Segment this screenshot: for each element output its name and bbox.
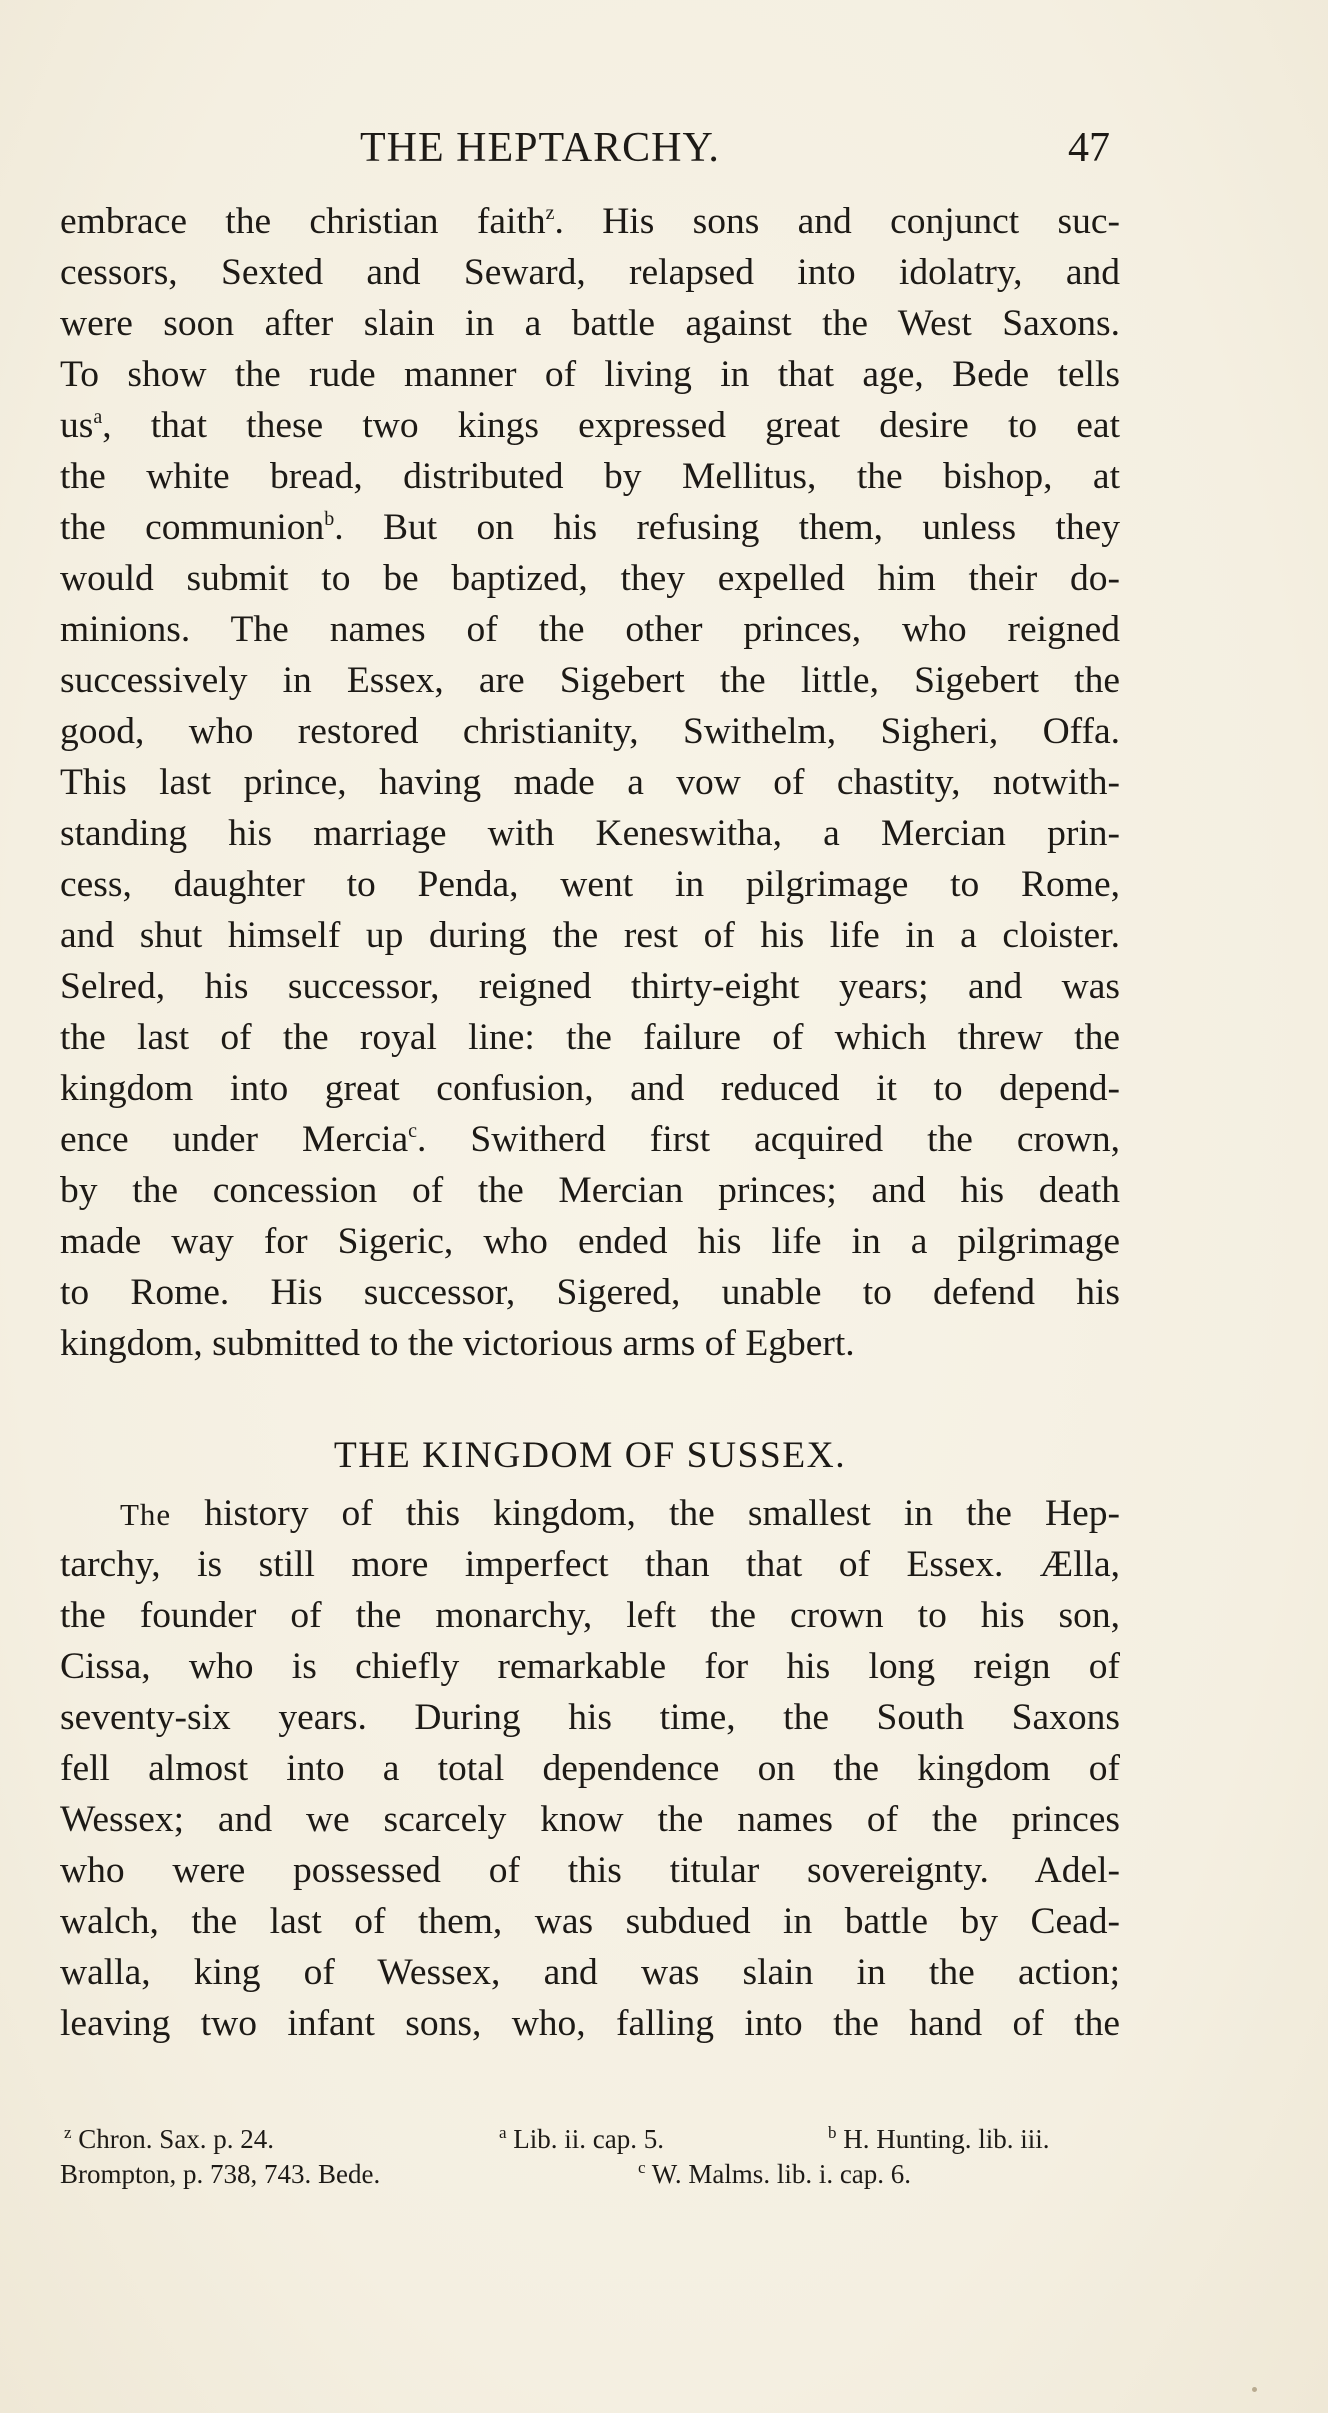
text-line: who were possessed of this titular sovereignty. Adel- bbox=[60, 1850, 1120, 1891]
text-line: kingdom, submitted to the victorious arms of Egbert. bbox=[60, 1323, 855, 1364]
footnote-marker: c bbox=[408, 1120, 418, 1142]
text-line: and shut himself up during the rest of his life in a cloister. bbox=[60, 915, 1120, 956]
text-line: kingdom into great confusion, and reduced it to depend- bbox=[60, 1068, 1120, 1109]
section-heading: THE KINGDOM OF SUSSEX. bbox=[333, 1435, 847, 1476]
text-line: This last prince, having made a vow of chastity, notwith- bbox=[60, 762, 1120, 803]
text-line: by the concession of the Mercian princes; and his death bbox=[60, 1170, 1120, 1211]
paragraph-sussex bbox=[60, 1488, 1120, 2049]
text-line: the communion$^b$. But on his refusing them, unless they bbox=[60, 507, 1120, 548]
footnote-continuation: Brompton, p. 738, 743. Bede. bbox=[60, 2159, 381, 2189]
running-head bbox=[60, 118, 1110, 178]
page-number: 47 bbox=[1068, 125, 1110, 171]
footnote-row bbox=[60, 2157, 1120, 2192]
text-line: minions. The names of the other princes, who reigned bbox=[60, 609, 1120, 650]
footnote-marker: b bbox=[324, 508, 335, 530]
text-line: tarchy, is still more imperfect than that of Essex. Ælla, bbox=[60, 1544, 1120, 1585]
text-line: To show the rude manner of living in that age, Bede tells bbox=[60, 354, 1120, 395]
footnote-b: $^b$ H. Hunting. lib. iii. bbox=[828, 2123, 1050, 2154]
footnote-c: $^c$ W. Malms. lib. i. cap. 6. bbox=[638, 2158, 912, 2189]
text-line: $us^a$, that these two kings expressed great desire to eat bbox=[60, 405, 1120, 446]
paragraph-essex bbox=[60, 196, 1120, 1369]
paper-speck bbox=[1252, 2387, 1257, 2392]
footnote-marker: z bbox=[545, 202, 555, 224]
footnotes bbox=[60, 2122, 1120, 2192]
text-line: embrace the christian faith$^z$. His sons and conjunct suc- bbox=[60, 201, 1120, 242]
text-line: the white bread, distributed by Mellitus, the bishop, at bbox=[60, 456, 1120, 497]
page-title: THE HEPTARCHY. bbox=[360, 125, 720, 171]
text-line: Wessex; and we scarcely know the names of the princes bbox=[60, 1799, 1120, 1840]
text-line: standing his marriage with Keneswitha, a Mercian prin- bbox=[60, 813, 1120, 854]
text-line: successively in Essex, are Sigebert the little, Sigebert the bbox=[60, 660, 1120, 701]
footnote-marker: a bbox=[93, 406, 103, 428]
small-caps-opening: The bbox=[120, 1497, 172, 1532]
text-line: fell almost into a total dependence on the kingdom of bbox=[60, 1748, 1120, 1789]
text-line: The history of this kingdom, the smallest in the Hep- bbox=[120, 1493, 1120, 1534]
text-line: cess, daughter to Penda, went in pilgrimage to Rome, bbox=[60, 864, 1120, 905]
text-line: the last of the royal line: the failure of which threw the bbox=[60, 1017, 1120, 1058]
footnote-row bbox=[60, 2122, 1120, 2157]
text-line: Cissa, who is chiefly remarkable for his long reign of bbox=[60, 1646, 1120, 1687]
footnote-a: $^a$ Lib. ii. cap. 5. bbox=[499, 2123, 665, 2154]
text-line: to Rome. His successor, Sigered, unable to defend his bbox=[60, 1272, 1120, 1313]
text-line: made way for Sigeric, who ended his life in a pilgrimage bbox=[60, 1221, 1120, 1262]
text-line: the founder of the monarchy, left the crown to his son, bbox=[60, 1595, 1120, 1636]
text-line: walch, the last of them, was subdued in battle by Cead- bbox=[60, 1901, 1120, 1942]
text-line: Selred, his successor, reigned thirty-eight years; and was bbox=[60, 966, 1120, 1007]
text-line: leaving two infant sons, who, falling into the hand of the bbox=[60, 2003, 1120, 2044]
text-line: good, who restored christianity, Swithelm, Sigheri, Offa. bbox=[60, 711, 1120, 752]
text-line: were soon after slain in a battle against the West Saxons. bbox=[60, 303, 1120, 344]
text-line: walla, king of Wessex, and was slain in the action; bbox=[60, 1952, 1120, 1993]
text-line: would submit to be baptized, they expelled him their do- bbox=[60, 558, 1120, 599]
text-line: seventy-six years. During his time, the South Saxons bbox=[60, 1697, 1120, 1738]
footnote-z: $^z$ Chron. Sax. p. 24. bbox=[64, 2123, 275, 2154]
text-line: cessors, Sexted and Seward, relapsed into idolatry, and bbox=[60, 252, 1120, 293]
text-line: ence under Mercia$^c$. Switherd first acquired the crown, bbox=[60, 1119, 1120, 1160]
